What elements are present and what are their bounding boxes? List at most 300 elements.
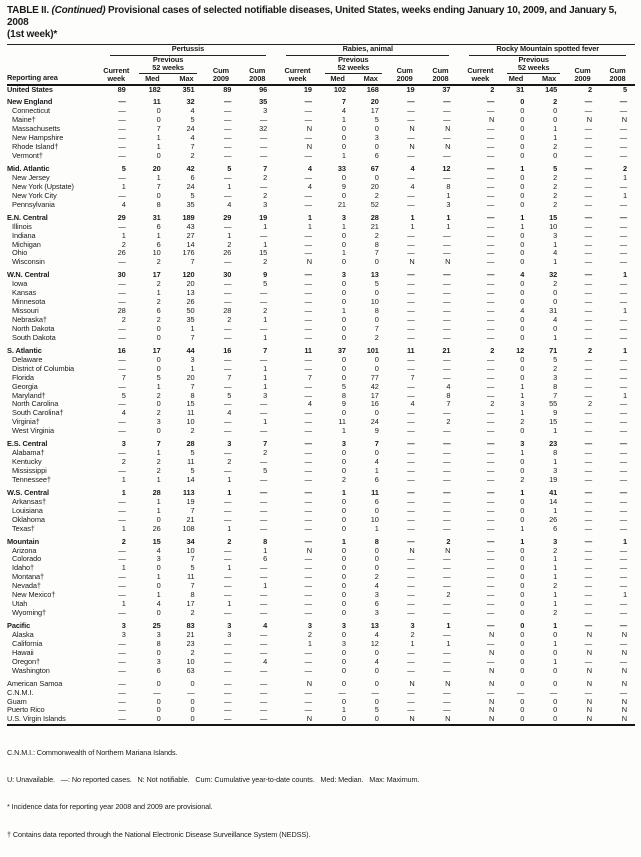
value-cell: 4 bbox=[553, 248, 558, 258]
value-cell: — bbox=[259, 608, 268, 618]
value-cell: — bbox=[486, 363, 495, 373]
value-cell: — bbox=[407, 239, 415, 249]
value-cell: — bbox=[304, 199, 312, 209]
value-cell: — bbox=[486, 124, 495, 134]
value-cell: N bbox=[621, 678, 627, 688]
value-cell: — bbox=[486, 390, 495, 400]
table-row bbox=[7, 201, 635, 210]
value-cell: — bbox=[259, 142, 268, 152]
value-cell: 52 bbox=[370, 199, 379, 209]
value-cell: 0 bbox=[520, 279, 525, 289]
value-cell: 1 bbox=[121, 599, 126, 609]
reporting-area-cell: Colorado bbox=[12, 554, 42, 564]
region-total-row bbox=[7, 618, 635, 631]
value-cell: 0 bbox=[553, 297, 558, 307]
value-cell: 1 bbox=[622, 270, 627, 280]
value-cell: 2 bbox=[374, 230, 379, 240]
value-cell: 0 bbox=[341, 496, 346, 506]
value-cell: — bbox=[304, 279, 312, 289]
value-cell: 0 bbox=[341, 466, 346, 476]
region-total-row bbox=[7, 210, 635, 223]
value-cell: — bbox=[443, 315, 451, 325]
table-row bbox=[7, 307, 635, 316]
value-cell: — bbox=[486, 599, 495, 609]
value-cell: 0 bbox=[156, 514, 161, 524]
value-cell: 2 bbox=[553, 545, 558, 555]
value-cell: — bbox=[443, 581, 451, 591]
value-cell: 7 bbox=[156, 124, 161, 134]
value-cell: 6 bbox=[374, 496, 379, 506]
value-cell: 2 bbox=[553, 608, 558, 618]
cum-2009-label: Cum 2009 bbox=[574, 66, 591, 84]
value-cell: — bbox=[224, 399, 232, 409]
value-cell: 4 bbox=[307, 181, 312, 191]
value-cell: 8 bbox=[263, 536, 268, 546]
value-cell: 5 bbox=[190, 563, 195, 573]
value-cell: 1 bbox=[520, 390, 525, 400]
value-cell: 0 bbox=[341, 629, 346, 639]
value-cell: — bbox=[584, 212, 592, 222]
value-cell: — bbox=[304, 306, 312, 316]
value-cell: 0 bbox=[553, 647, 558, 657]
value-cell: 6 bbox=[156, 306, 161, 316]
value-cell: — bbox=[584, 279, 592, 289]
value-cell: — bbox=[259, 705, 268, 715]
value-cell: 2 bbox=[156, 297, 161, 307]
cum-2009-label: Cum 2009 bbox=[396, 66, 413, 84]
value-cell: — bbox=[407, 705, 415, 715]
rabies-cum-2009-header bbox=[387, 56, 423, 85]
value-cell: — bbox=[486, 554, 495, 564]
value-cell: 0 bbox=[156, 115, 161, 125]
value-cell: 0 bbox=[374, 142, 379, 152]
table-header bbox=[7, 45, 635, 85]
value-cell: — bbox=[516, 687, 525, 697]
value-cell: N bbox=[445, 257, 451, 267]
current-week-label: Current week bbox=[467, 66, 494, 84]
value-cell: — bbox=[118, 714, 126, 724]
value-cell: 0 bbox=[341, 239, 346, 249]
value-cell: 5 bbox=[227, 164, 232, 174]
value-cell: 1 bbox=[446, 221, 451, 231]
reporting-area-cell: New York City bbox=[12, 190, 57, 200]
value-cell: — bbox=[486, 381, 495, 391]
value-cell: N bbox=[586, 696, 592, 706]
value-cell: N bbox=[586, 115, 592, 125]
value-cell: — bbox=[486, 536, 495, 546]
value-cell: 1 bbox=[227, 563, 232, 573]
value-cell: 10 bbox=[370, 514, 379, 524]
value-cell: 0 bbox=[520, 124, 525, 134]
value-cell: 8 bbox=[446, 390, 451, 400]
table-row bbox=[7, 241, 635, 250]
reporting-area-cell: California bbox=[12, 638, 43, 648]
value-cell: 35 bbox=[186, 315, 195, 325]
value-cell: 3 bbox=[307, 621, 312, 631]
value-cell: 0 bbox=[341, 545, 346, 555]
value-cell: — bbox=[304, 381, 312, 391]
table-row bbox=[7, 107, 635, 116]
value-cell: 17 bbox=[152, 270, 161, 280]
value-cell: 0 bbox=[520, 656, 525, 666]
value-cell: N bbox=[586, 678, 592, 688]
value-cell: 1 bbox=[520, 381, 525, 391]
value-cell: — bbox=[304, 705, 312, 715]
value-cell: 2 bbox=[587, 345, 592, 355]
value-cell: — bbox=[407, 381, 415, 391]
value-cell: — bbox=[584, 133, 592, 143]
value-cell: 4 bbox=[374, 457, 379, 467]
value-cell: — bbox=[486, 426, 495, 436]
value-cell: 15 bbox=[186, 399, 195, 409]
value-cell: 15 bbox=[549, 212, 558, 222]
value-cell: 42 bbox=[186, 164, 195, 174]
value-cell: — bbox=[259, 629, 268, 639]
value-cell: — bbox=[407, 696, 415, 706]
value-cell: 23 bbox=[186, 638, 195, 648]
value-cell: 2 bbox=[622, 164, 627, 174]
value-cell: — bbox=[407, 297, 415, 307]
value-cell: 42 bbox=[370, 381, 379, 391]
value-cell: 1 bbox=[156, 133, 161, 143]
value-cell: — bbox=[584, 621, 592, 631]
value-cell: — bbox=[584, 270, 592, 280]
value-cell: — bbox=[224, 142, 232, 152]
value-cell: 2 bbox=[263, 257, 268, 267]
value-cell: — bbox=[259, 496, 268, 506]
value-cell: 7 bbox=[190, 554, 195, 564]
value-cell: 0 bbox=[374, 124, 379, 134]
value-cell: — bbox=[486, 505, 495, 515]
value-cell: 8 bbox=[553, 381, 558, 391]
table-row bbox=[7, 298, 635, 307]
table-row bbox=[7, 458, 635, 467]
value-cell: — bbox=[304, 647, 312, 657]
rmsf-cum-2009-header bbox=[565, 56, 600, 85]
value-cell: — bbox=[619, 323, 627, 333]
value-cell: — bbox=[304, 496, 312, 506]
table-row bbox=[7, 374, 635, 383]
value-cell: — bbox=[486, 545, 495, 555]
value-cell: 1 bbox=[520, 408, 525, 418]
table-row bbox=[7, 356, 635, 365]
value-cell: — bbox=[118, 323, 126, 333]
value-cell: — bbox=[443, 115, 451, 125]
value-cell: 8 bbox=[374, 536, 379, 546]
previous-52-weeks-label: Previous 52 weeks bbox=[517, 54, 550, 72]
value-cell: 7 bbox=[341, 97, 346, 107]
value-cell: — bbox=[486, 306, 495, 316]
value-cell: — bbox=[443, 599, 451, 609]
value-cell: 20 bbox=[370, 97, 379, 107]
value-cell: — bbox=[584, 124, 592, 134]
value-cell: — bbox=[304, 239, 312, 249]
reporting-area-cell: Indiana bbox=[12, 230, 36, 240]
value-cell: 0 bbox=[520, 151, 525, 161]
value-cell: — bbox=[259, 230, 268, 240]
value-cell: — bbox=[584, 572, 592, 582]
value-cell: — bbox=[486, 621, 495, 631]
value-cell: — bbox=[486, 590, 495, 600]
value-cell: — bbox=[443, 474, 451, 484]
reporting-area-cell: E.S. Central bbox=[7, 439, 48, 449]
value-cell: — bbox=[304, 656, 312, 666]
value-cell: — bbox=[407, 315, 415, 325]
value-cell: — bbox=[259, 408, 268, 418]
value-cell: — bbox=[443, 151, 451, 161]
value-cell: — bbox=[584, 297, 592, 307]
value-cell: 4 bbox=[121, 199, 126, 209]
value-cell: — bbox=[486, 572, 495, 582]
value-cell: — bbox=[259, 354, 268, 364]
value-cell: — bbox=[584, 514, 592, 524]
value-cell: 1 bbox=[553, 638, 558, 648]
value-cell: 43 bbox=[186, 221, 195, 231]
reporting-area-cell: Nebraska† bbox=[12, 315, 47, 325]
value-cell: — bbox=[118, 124, 126, 134]
value-cell: 11 bbox=[152, 97, 161, 107]
value-cell: — bbox=[443, 496, 451, 506]
value-cell: — bbox=[619, 572, 627, 582]
value-cell: 3 bbox=[156, 417, 161, 427]
value-cell: — bbox=[619, 496, 627, 506]
value-cell: — bbox=[304, 665, 312, 675]
reporting-area-cell: Mountain bbox=[7, 536, 40, 546]
value-cell: — bbox=[304, 599, 312, 609]
value-cell: 101 bbox=[366, 345, 379, 355]
value-cell: 0 bbox=[341, 279, 346, 289]
value-cell: — bbox=[407, 514, 415, 524]
value-cell: 0 bbox=[520, 665, 525, 675]
reporting-area-cell: Arizona bbox=[12, 545, 37, 555]
value-cell: — bbox=[407, 97, 415, 107]
value-cell: — bbox=[619, 448, 627, 458]
value-cell: 0 bbox=[374, 315, 379, 325]
value-cell: — bbox=[224, 124, 232, 134]
value-cell: N bbox=[445, 142, 451, 152]
value-cell: 30 bbox=[223, 270, 232, 280]
value-cell: 0 bbox=[156, 399, 161, 409]
reporting-area-cell: S. Atlantic bbox=[7, 345, 42, 355]
value-cell: N bbox=[445, 545, 451, 555]
value-cell: N bbox=[306, 714, 312, 724]
value-cell: 11 bbox=[187, 572, 195, 582]
value-cell: 1 bbox=[263, 372, 268, 382]
value-cell: — bbox=[486, 297, 495, 307]
value-cell: 6 bbox=[374, 151, 379, 161]
value-cell: 5 bbox=[190, 115, 195, 125]
value-cell: N bbox=[489, 665, 495, 675]
value-cell: 4 bbox=[190, 133, 195, 143]
value-cell: 0 bbox=[520, 678, 525, 688]
table-row bbox=[7, 715, 635, 725]
value-cell: 8 bbox=[190, 590, 195, 600]
value-cell: 1 bbox=[263, 315, 268, 325]
value-cell: 0 bbox=[520, 133, 525, 143]
value-cell: — bbox=[584, 457, 592, 467]
value-cell: 351 bbox=[182, 84, 195, 94]
value-cell: — bbox=[619, 142, 627, 152]
table-row bbox=[7, 658, 635, 667]
value-cell: N bbox=[489, 696, 495, 706]
value-cell: 0 bbox=[156, 705, 161, 715]
value-cell: — bbox=[259, 563, 268, 573]
value-cell: — bbox=[619, 221, 627, 231]
table-row bbox=[7, 334, 635, 343]
value-cell: — bbox=[584, 545, 592, 555]
value-cell: — bbox=[584, 581, 592, 591]
value-cell: — bbox=[619, 523, 627, 533]
value-cell: — bbox=[619, 248, 627, 258]
value-cell: — bbox=[486, 239, 495, 249]
value-cell: — bbox=[619, 97, 627, 107]
value-cell: — bbox=[619, 439, 627, 449]
value-cell: 1 bbox=[190, 363, 195, 373]
value-cell: 1 bbox=[553, 656, 558, 666]
value-cell: 5 bbox=[263, 466, 268, 476]
reporting-area-cell: District of Columbia bbox=[12, 363, 75, 373]
value-cell: — bbox=[118, 257, 126, 267]
value-cell: — bbox=[118, 363, 126, 373]
value-cell: 0 bbox=[156, 581, 161, 591]
value-cell: 3 bbox=[341, 212, 346, 222]
value-cell: 9 bbox=[263, 270, 268, 280]
value-cell: 5 bbox=[374, 705, 379, 715]
value-cell: — bbox=[118, 608, 126, 618]
value-cell: 4 bbox=[410, 181, 415, 191]
value-cell: 3 bbox=[374, 590, 379, 600]
value-cell: 0 bbox=[341, 190, 346, 200]
value-cell: — bbox=[304, 448, 312, 458]
value-cell: — bbox=[486, 372, 495, 382]
value-cell: 0 bbox=[341, 315, 346, 325]
value-cell: 23 bbox=[549, 439, 558, 449]
value-cell: — bbox=[259, 696, 268, 706]
value-cell: N bbox=[306, 142, 312, 152]
value-cell: 0 bbox=[520, 142, 525, 152]
reporting-area-cell: Pacific bbox=[7, 621, 31, 631]
value-cell: 3 bbox=[227, 439, 232, 449]
value-cell: — bbox=[486, 457, 495, 467]
value-cell: — bbox=[486, 523, 495, 533]
pertussis-max-header: Max bbox=[169, 74, 203, 84]
value-cell: — bbox=[407, 408, 415, 418]
value-cell: 11 bbox=[304, 345, 312, 355]
value-cell: — bbox=[118, 381, 126, 391]
reporting-area-cell: South Carolina† bbox=[12, 408, 64, 418]
value-cell: 2 bbox=[263, 190, 268, 200]
value-cell: 1 bbox=[520, 487, 525, 497]
value-cell: 19 bbox=[259, 212, 268, 222]
value-cell: 0 bbox=[520, 199, 525, 209]
value-cell: — bbox=[584, 315, 592, 325]
value-cell: 17 bbox=[186, 599, 195, 609]
value-cell: — bbox=[407, 505, 415, 515]
value-cell: — bbox=[584, 257, 592, 267]
value-cell: N bbox=[445, 124, 451, 134]
value-cell: — bbox=[619, 554, 627, 564]
value-cell: 4 bbox=[374, 581, 379, 591]
value-cell: 0 bbox=[374, 714, 379, 724]
value-cell: — bbox=[619, 408, 627, 418]
previous-52-weeks-underline bbox=[139, 56, 198, 74]
value-cell: 1 bbox=[446, 621, 451, 631]
value-cell: — bbox=[224, 514, 232, 524]
value-cell: 7 bbox=[374, 248, 379, 258]
value-cell: — bbox=[407, 523, 415, 533]
value-cell: 0 bbox=[341, 124, 346, 134]
value-cell: — bbox=[259, 523, 268, 533]
value-cell: — bbox=[118, 399, 126, 409]
value-cell: 13 bbox=[370, 621, 379, 631]
value-cell: — bbox=[619, 474, 627, 484]
value-cell: — bbox=[619, 621, 627, 631]
value-cell: 1 bbox=[121, 563, 126, 573]
value-cell: 7 bbox=[410, 372, 415, 382]
value-cell: — bbox=[304, 354, 312, 364]
table-title bbox=[7, 5, 635, 40]
value-cell: 0 bbox=[156, 563, 161, 573]
value-cell: — bbox=[407, 106, 415, 116]
reporting-area-cell: Alabama† bbox=[12, 448, 45, 458]
reporting-area-cell: W.S. Central bbox=[7, 487, 49, 497]
value-cell: — bbox=[259, 638, 268, 648]
value-cell: — bbox=[619, 257, 627, 267]
value-cell: — bbox=[619, 230, 627, 240]
value-cell: 4 bbox=[520, 270, 525, 280]
table-row bbox=[7, 409, 635, 418]
value-cell: — bbox=[371, 687, 379, 697]
value-cell: 1 bbox=[341, 487, 346, 497]
value-cell: 1 bbox=[622, 172, 627, 182]
value-cell: — bbox=[224, 496, 232, 506]
value-cell: — bbox=[118, 638, 126, 648]
value-cell: 2 bbox=[520, 417, 525, 427]
value-cell: 4 bbox=[156, 545, 161, 555]
value-cell: N bbox=[621, 696, 627, 706]
value-cell: 25 bbox=[152, 621, 161, 631]
value-cell: N bbox=[409, 124, 415, 134]
value-cell: — bbox=[259, 399, 268, 409]
value-cell: 0 bbox=[520, 599, 525, 609]
value-cell: — bbox=[224, 417, 232, 427]
reporting-area-cell: Kentucky bbox=[12, 457, 42, 467]
value-cell: — bbox=[304, 97, 312, 107]
value-cell: 4 bbox=[307, 399, 312, 409]
value-cell: — bbox=[584, 190, 592, 200]
title-text: Provisional cases of selected notifiable diseases, United States, weeks ending January 10, 2009, and January 5, 2008 bbox=[7, 5, 617, 28]
table-row bbox=[7, 249, 635, 258]
value-cell: 0 bbox=[156, 151, 161, 161]
value-cell: 189 bbox=[182, 212, 195, 222]
table-row bbox=[7, 640, 635, 649]
reporting-area-cell: New Hampshire bbox=[12, 133, 64, 143]
value-cell: — bbox=[118, 705, 126, 715]
table-row bbox=[7, 400, 635, 409]
table-row bbox=[7, 609, 635, 618]
region-total-row bbox=[7, 485, 635, 498]
value-cell: 4 bbox=[263, 621, 268, 631]
value-cell: 7 bbox=[121, 372, 126, 382]
value-cell: — bbox=[304, 466, 312, 476]
value-cell: 11 bbox=[187, 408, 195, 418]
value-cell: 0 bbox=[156, 354, 161, 364]
value-cell: 8 bbox=[374, 239, 379, 249]
value-cell: 0 bbox=[374, 563, 379, 573]
reporting-area-cell: Puerto Rico bbox=[7, 705, 45, 715]
value-cell: — bbox=[118, 151, 126, 161]
value-cell: 2 bbox=[587, 399, 592, 409]
